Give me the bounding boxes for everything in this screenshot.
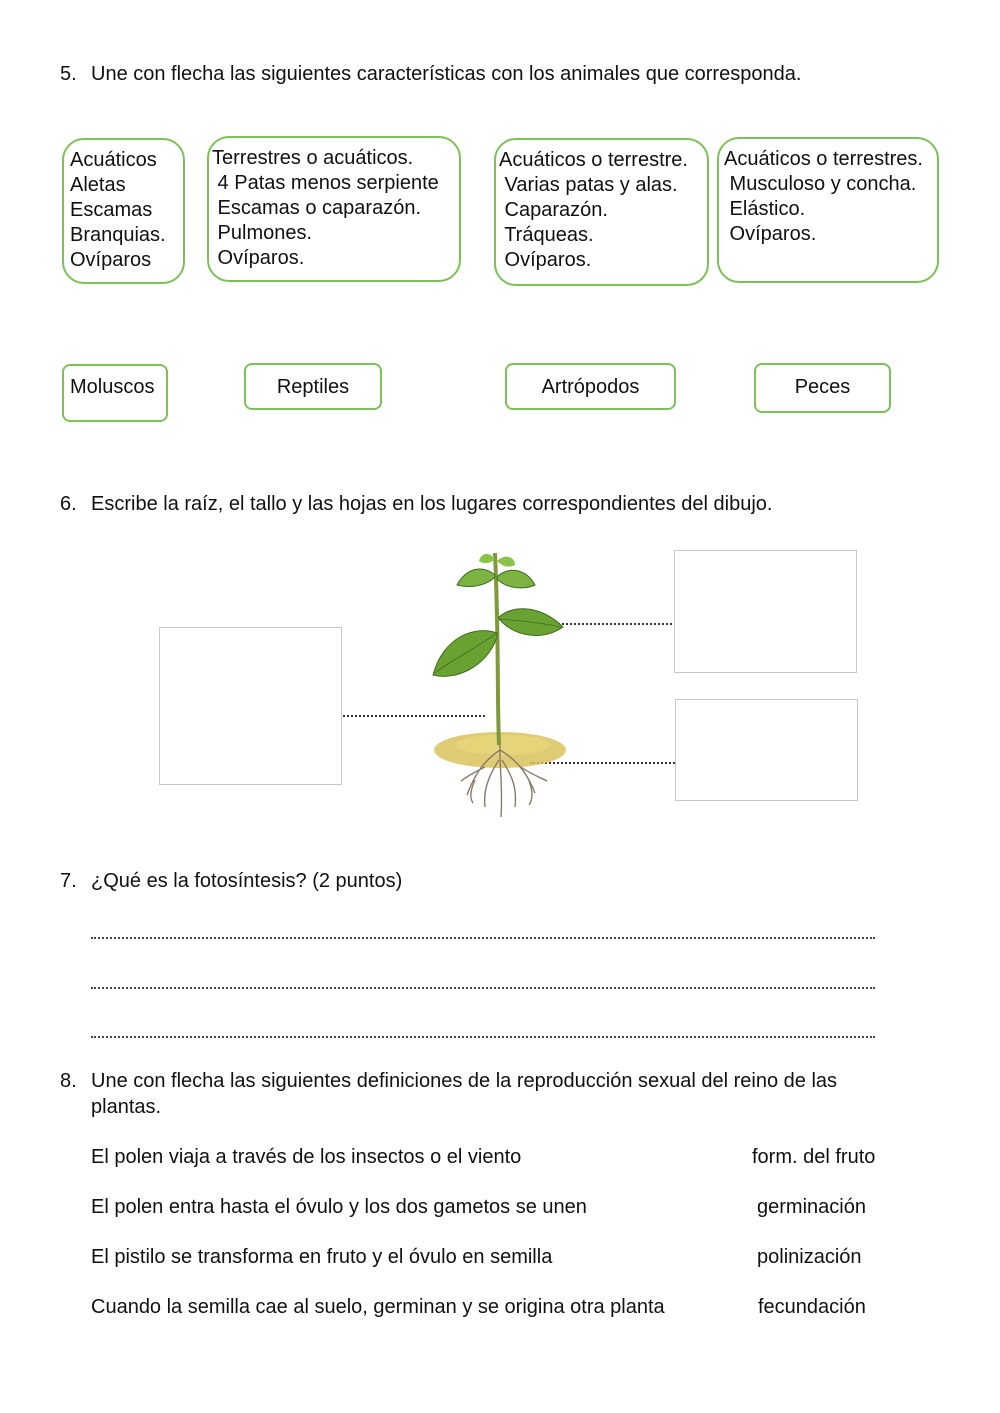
char-line: Varias patas y alas. <box>499 174 678 196</box>
char-line: Ovíparos. <box>724 223 817 245</box>
characteristics-box-2[interactable] <box>207 136 461 282</box>
char-line: Ovíparos. <box>499 249 592 271</box>
stem <box>495 553 499 745</box>
animal-box-moluscos[interactable] <box>62 364 168 422</box>
answer-box-leaves[interactable] <box>674 550 857 673</box>
char-line: Acuáticos o terrestre. <box>499 149 688 171</box>
characteristics-box-1[interactable] <box>62 138 185 284</box>
char-line: Acuáticos <box>70 149 157 171</box>
question-7-number: 7. <box>60 870 77 892</box>
question-5-number: 5. <box>60 63 77 85</box>
answer-box-stem[interactable] <box>159 627 342 785</box>
question-6-text: Escribe la raíz, el tallo y las hojas en los lugares correspondientes del dibujo. <box>91 493 773 515</box>
question-7-text: ¿Qué es la fotosíntesis? (2 puntos) <box>91 870 403 892</box>
animal-label: Peces <box>794 376 851 398</box>
term-2[interactable]: germinación <box>757 1196 866 1218</box>
leaf-bud-left <box>479 554 495 563</box>
char-line: Ovíparos <box>70 249 152 271</box>
animal-label: Reptiles <box>276 376 350 398</box>
animal-box-peces[interactable] <box>754 363 891 413</box>
animal-box-artropodos[interactable] <box>505 363 676 410</box>
char-line: Aletas <box>70 174 126 196</box>
answer-line-3[interactable] <box>91 1036 875 1038</box>
term-3[interactable]: polinización <box>757 1246 862 1268</box>
plant-illustration <box>425 545 575 825</box>
char-line: Escamas <box>70 199 153 221</box>
char-line: Escamas o caparazón. <box>212 197 421 219</box>
leaf-bud-right <box>497 557 515 567</box>
animal-label: Artrópodos <box>541 376 640 398</box>
definition-3[interactable]: El pistilo se transforma en fruto y el óvulo en semilla <box>91 1246 553 1268</box>
animal-box-reptiles[interactable] <box>244 363 382 410</box>
definition-4[interactable]: Cuando la semilla cae al suelo, germinan y se origina otra planta <box>91 1296 665 1318</box>
definition-1[interactable]: El polen viaja a través de los insectos o el viento <box>91 1146 522 1168</box>
char-line: Ovíparos. <box>212 247 305 269</box>
characteristics-box-3[interactable] <box>494 138 709 286</box>
answer-line-2[interactable] <box>91 987 875 989</box>
term-4[interactable]: fecundación <box>758 1296 866 1318</box>
char-line: Branquias. <box>70 224 166 246</box>
char-line: Musculoso y concha. <box>724 173 917 195</box>
char-line: Acuáticos o terrestres. <box>724 148 923 170</box>
question-8-text-line-1: Une con flecha las siguientes definiciones de la reproducción sexual del reino de las <box>91 1070 838 1092</box>
char-line: Pulmones. <box>212 222 313 244</box>
char-line: Elástico. <box>724 198 806 220</box>
term-1[interactable]: form. del fruto <box>752 1146 876 1168</box>
answer-line-1[interactable] <box>91 937 875 939</box>
characteristics-box-4[interactable] <box>717 137 939 283</box>
question-6-number: 6. <box>60 493 77 515</box>
question-5-text: Une con flecha las siguientes características con los animales que corresponda. <box>91 63 802 85</box>
leaf-top-right <box>497 570 535 588</box>
char-line: 4 Patas menos serpiente <box>212 172 439 194</box>
char-line: Tráqueas. <box>499 224 594 246</box>
definition-2[interactable]: El polen entra hasta el óvulo y los dos gametos se unen <box>91 1196 587 1218</box>
leaf-top-left <box>457 569 495 587</box>
animal-label: Moluscos <box>70 376 155 398</box>
question-8-text-line-2: plantas. <box>91 1096 162 1118</box>
char-line: Caparazón. <box>499 199 608 221</box>
answer-box-root[interactable] <box>675 699 858 801</box>
question-8-number: 8. <box>60 1070 77 1092</box>
char-line: Terrestres o acuáticos. <box>212 147 414 169</box>
